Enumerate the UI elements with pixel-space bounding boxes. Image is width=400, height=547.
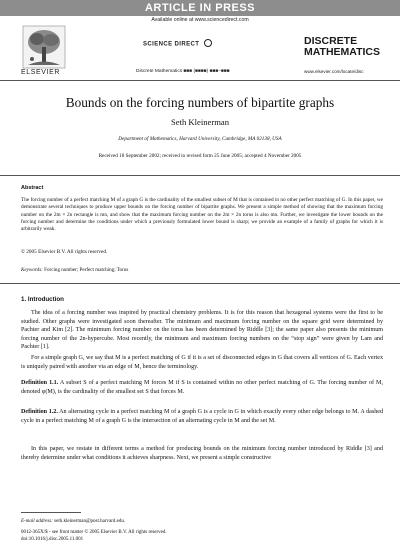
keywords-line	[21, 267, 128, 273]
definition-1-2-label: Definition 1.2.	[21, 409, 58, 415]
intro-paragraph-3: In this paper, we restate in different terms a method for producing bounds on the minimum forcing number introduced by Riddle [3] and thereby determine under what conditions it achieves sharpness. Next, we present a simple constructive	[21, 446, 383, 461]
footer-doi[interactable]: doi:10.1016/j.disc.2005.11.001	[21, 536, 84, 542]
abstract-bottom-divider	[0, 283, 400, 284]
journal-title-line1: DISCRETE	[304, 35, 358, 47]
abstract-text: The forcing number of a perfect matching M of a graph G is the cardinality of the smallest subset of M that is contained in no other perfect matching of G. In this paper, we demonstrate several techniques to produce upper bounds on the forcing number of bipartite graphs. We present a simple method of showing that the maximum forcing number on the 2m × 2n rectangle is mn, and show that the maximum forcing number on the 2m × 2n torus is also mn. Further, we investigate the lower bounds on the forcing number and determine the conditions under which a previously formulated lower bound is sharp; we provide an example of a family of graphs for which it is arbitrarily weak.	[21, 197, 383, 233]
footer-issn-line: 0012-365X/$ - see front matter © 2005 Elsevier B.V. All rights reserved.	[21, 530, 167, 535]
email-label: E-mail address:	[21, 519, 53, 524]
intro-paragraph-2-block	[21, 354, 383, 371]
definition-1-1	[21, 379, 383, 396]
article-in-press-banner: ARTICLE IN PRESS	[0, 0, 400, 16]
available-online-line[interactable]: Available online at www.sciencedirect.com	[151, 17, 249, 23]
journal-title	[304, 36, 380, 58]
keywords-label: Keywords:	[21, 267, 43, 273]
elsevier-tree-logo	[22, 25, 66, 69]
section-heading: 1. Introduction	[21, 296, 64, 303]
sciencedirect-text: SCIENCE DIRECT	[143, 41, 200, 48]
definition-1-1-text: A subset S of a perfect matching M forces M if S is contained within no other perfect matching of G. The forcing number of M, denoted φ(M), is the cardinality of the smallest set S that forces M.	[21, 380, 383, 395]
paper-title: Bounds on the forcing numbers of bipartite graphs	[65, 95, 335, 110]
keywords-list: Forcing number; Perfect matching; Torus	[44, 267, 129, 273]
page-footer	[21, 530, 167, 543]
sciencedirect-mark-icon	[204, 39, 212, 47]
header-divider	[0, 80, 400, 81]
affiliation: Department of Mathematics, Harvard University, Cambridge, MA 02138, USA	[118, 136, 282, 142]
journal-title-line2: MATHEMATICS	[304, 46, 381, 58]
journal-reference: Discrete Mathematics ■■■ (■■■■) ■■■–■■■	[136, 69, 230, 74]
sciencedirect-logo	[143, 40, 215, 48]
definition-1-2-text: An alternating cycle in a perfect matching M of a graph G is a cycle in G in which exactly every other edge belongs to M. A dashed cycle in a perfect matching M of a graph G is the intersection of an alternating cycle in M and the set M.	[21, 409, 383, 424]
email-address[interactable]: seth.kleinerman@post.harvard.edu.	[54, 519, 126, 524]
author-name: Seth Kleinerman	[171, 117, 229, 127]
received-dates: Received 18 September 2002; received in revised form 25 June 2005; accepted 4 November 2005	[98, 153, 302, 159]
intro-paragraph-2: For a simple graph G, we say that M is a perfect matching of G if it is a set of disconnected edges in G that covers all vertices of G. Each vertex is uniquely paired with another via an edge of M, hence the terminology.	[21, 355, 383, 370]
intro-paragraph-1-block	[21, 309, 383, 352]
intro-paragraph-1: The idea of a forcing number was inspired by practical chemistry problems. It is for this reason that hexagonal systems were the first to be studied. Other graphs were investigated soon thereafter. The minimum and maximum forcing number on the square grid were determined by Pachter and Kim [2]. The minimum forcing number on the torus has been determined by Riddle [3]; the same paper also presents the minimum forcing number of the 2n-hypercube. Most recently, the minimum and maximum forcing numbers on the “stop sign” were given by Lam and Pachter [1].	[21, 310, 383, 351]
email-footnote	[21, 519, 125, 524]
abstract-body	[21, 197, 383, 233]
intro-paragraph-3-block	[21, 445, 383, 462]
journal-url[interactable]: www.elsevier.com/locate/disc	[304, 69, 364, 74]
footnote-divider	[21, 512, 81, 513]
abstract-top-divider	[0, 175, 400, 176]
copyright-notice: © 2005 Elsevier B.V. All rights reserved.	[21, 249, 108, 255]
definition-1-1-label: Definition 1.1.	[21, 380, 59, 386]
publisher-name: ELSEVIER	[21, 69, 61, 76]
abstract-heading: Abstract	[21, 185, 44, 191]
definition-1-2	[21, 408, 383, 425]
